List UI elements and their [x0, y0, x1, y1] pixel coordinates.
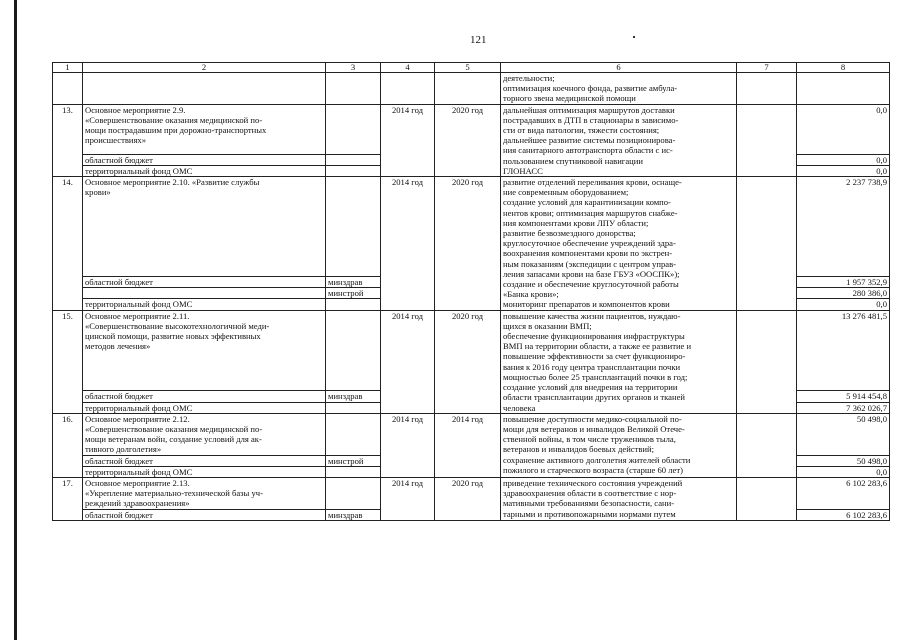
end-year: 2020 год	[435, 104, 501, 176]
funding-source: областной бюджет	[83, 277, 326, 288]
executor-cell	[326, 177, 381, 277]
funding-amount: 0,0	[797, 299, 890, 310]
funding-amount: 280 386,0	[797, 288, 890, 299]
scan-edge-line	[14, 0, 17, 640]
measure-title: Основное мероприятие 2.13. «Укрепление материально-технической базы уч- реждений здравоохранения»	[83, 477, 326, 509]
header-row	[53, 63, 890, 73]
total-amount: 2 237 738,9	[797, 177, 890, 277]
measure-title: Основное мероприятие 2.11. «Совершенствование высокотехнологичной меди- цинской помощи, развитие новых эффективных методов лечения»	[83, 310, 326, 391]
expected-result: повышение качества жизни пациентов, нуждаю- щихся в оказании ВМП; обеспечение функционирования инфраструктуры ВМП на территории области, а также ее развитие и повышение эффективности за счет функциониро- вания к 2016 году центра трансплантации почки мощностью более 25 трансплантаций почки в год; создание условий для внедрения на территории области трансплантации других органов и тканей человека	[501, 310, 737, 413]
executor: минстрой	[326, 455, 381, 466]
funding-amount: 0,0	[797, 165, 890, 176]
scan-speck	[633, 36, 635, 38]
end-year: 2014 год	[435, 413, 501, 477]
header-col-2: 2	[83, 63, 326, 73]
funding-source: территориальный фонд ОМС	[83, 466, 326, 477]
row-number: 15.	[53, 310, 83, 413]
start-year: 2014 год	[381, 104, 435, 176]
table-row	[53, 177, 890, 277]
header-col-3: 3	[326, 63, 381, 73]
end-year: 2020 год	[435, 310, 501, 413]
total-amount: 50 498,0	[797, 413, 890, 455]
row-number: 13.	[53, 104, 83, 176]
start-year: 2014 год	[381, 177, 435, 311]
header-col-8: 8	[797, 63, 890, 73]
funding-amount: 6 102 283,6	[797, 509, 890, 520]
funding-source: областной бюджет	[83, 154, 326, 165]
expected-result: повышение доступности медико-социальной по- мощи для ветеранов и инвалидов Великой Отече- ственной войны, в том числе тружеников тыла, ветеранов и инвалидов боевых действий; сохранение активного долголетия жителей области пожилого и старческого возраста (старше 60 лет)	[501, 413, 737, 477]
header-col-1: 1	[53, 63, 83, 73]
table-row	[53, 104, 890, 154]
executor: минздрав	[326, 391, 381, 402]
expected-result: дальнейшая оптимизация маршрутов доставки пострадавших в ДТП в стационары в зависимо- сти от вида патологии, тяжести состояния; дальнейшее развитие системы позиционирова- ния санитарного автотранспорта области с ис- пользованием спутниковой навигации ГЛОНАСС	[501, 104, 737, 176]
funding-amount: 50 498,0	[797, 455, 890, 466]
table-row	[53, 310, 890, 391]
indicator-cell	[737, 413, 797, 477]
executor	[326, 154, 381, 165]
indicator-cell	[737, 477, 797, 520]
funding-source: областной бюджет	[83, 455, 326, 466]
executor	[326, 299, 381, 310]
continuation-text: деятельности; оптимизация коечного фонда, развитие амбула- торного звена медицинской помощи	[501, 73, 737, 105]
header-col-7: 7	[737, 63, 797, 73]
page-number: 121	[470, 34, 487, 46]
row-number: 17.	[53, 477, 83, 520]
table-row	[53, 477, 890, 509]
measure-title: Основное мероприятие 2.9. «Совершенствование оказания медицинской по- мощи пострадавшим при дорожно-транспортных происшествиях»	[83, 104, 326, 154]
total-amount: 0,0	[797, 104, 890, 154]
total-amount: 13 276 481,5	[797, 310, 890, 391]
funding-amount: 7 362 026,7	[797, 402, 890, 413]
table-row	[53, 413, 890, 455]
executor	[326, 165, 381, 176]
funding-amount: 1 957 352,9	[797, 277, 890, 288]
funding-source: областной бюджет	[83, 509, 326, 520]
start-year: 2014 год	[381, 477, 435, 520]
executor-cell	[326, 413, 381, 455]
executor: минздрав	[326, 509, 381, 520]
executor-cell	[326, 104, 381, 154]
executor: минздрав	[326, 277, 381, 288]
indicator-cell	[737, 310, 797, 413]
header-col-4: 4	[381, 63, 435, 73]
row-number: 16.	[53, 413, 83, 477]
funding-source: территориальный фонд ОМС	[83, 402, 326, 413]
row-number: 14.	[53, 177, 83, 311]
executor-cell	[326, 310, 381, 391]
start-year: 2014 год	[381, 310, 435, 413]
indicator-cell	[737, 177, 797, 311]
funding-amount: 0,0	[797, 466, 890, 477]
measure-title: Основное мероприятие 2.10. «Развитие службы крови»	[83, 177, 326, 277]
program-table	[52, 62, 890, 521]
executor-cell	[326, 477, 381, 509]
expected-result: развитие отделений переливания крови, оснаще- ние современным оборудованием; создание условий для карантинизации компо- нентов крови; оптимизация маршрутов снабже- ния компонентами крови ЛПУ области; развитие безвозмездного донорства; круглосуточное обеспечение учреждений здра- воохранения компонентами крови по экстрен- ным показаниям (экспедиции с центром управ- ления запасами крови на базе ГБУЗ «ООСПК»); создание и обеспечение круглосуточной работы «Банка крови»; мониторинг препаратов и компонентов крови	[501, 177, 737, 311]
funding-source: территориальный фонд ОМС	[83, 165, 326, 176]
funding-amount: 0,0	[797, 154, 890, 165]
executor	[326, 466, 381, 477]
funding-source: областной бюджет	[83, 391, 326, 402]
header-col-6: 6	[501, 63, 737, 73]
measure-title: Основное мероприятие 2.12. «Совершенствование оказания медицинской по- мощи ветеранам войн, создание условий для ак- тивного долголетия»	[83, 413, 326, 455]
executor	[326, 402, 381, 413]
end-year: 2020 год	[435, 477, 501, 520]
funding-source: территориальный фонд ОМС	[83, 299, 326, 310]
start-year: 2014 год	[381, 413, 435, 477]
expected-result: приведение технического состояния учреждений здравоохранения области в соответствие с нор- мативными требованиями безопасности, сани- тарными и противопожарными нормами путем	[501, 477, 737, 520]
end-year: 2020 год	[435, 177, 501, 311]
total-amount: 6 102 283,6	[797, 477, 890, 509]
funding-source	[83, 288, 326, 299]
executor: минстрой	[326, 288, 381, 299]
funding-amount: 5 914 454,8	[797, 391, 890, 402]
continuation-row	[53, 73, 890, 105]
header-col-5: 5	[435, 63, 501, 73]
indicator-cell	[737, 104, 797, 176]
